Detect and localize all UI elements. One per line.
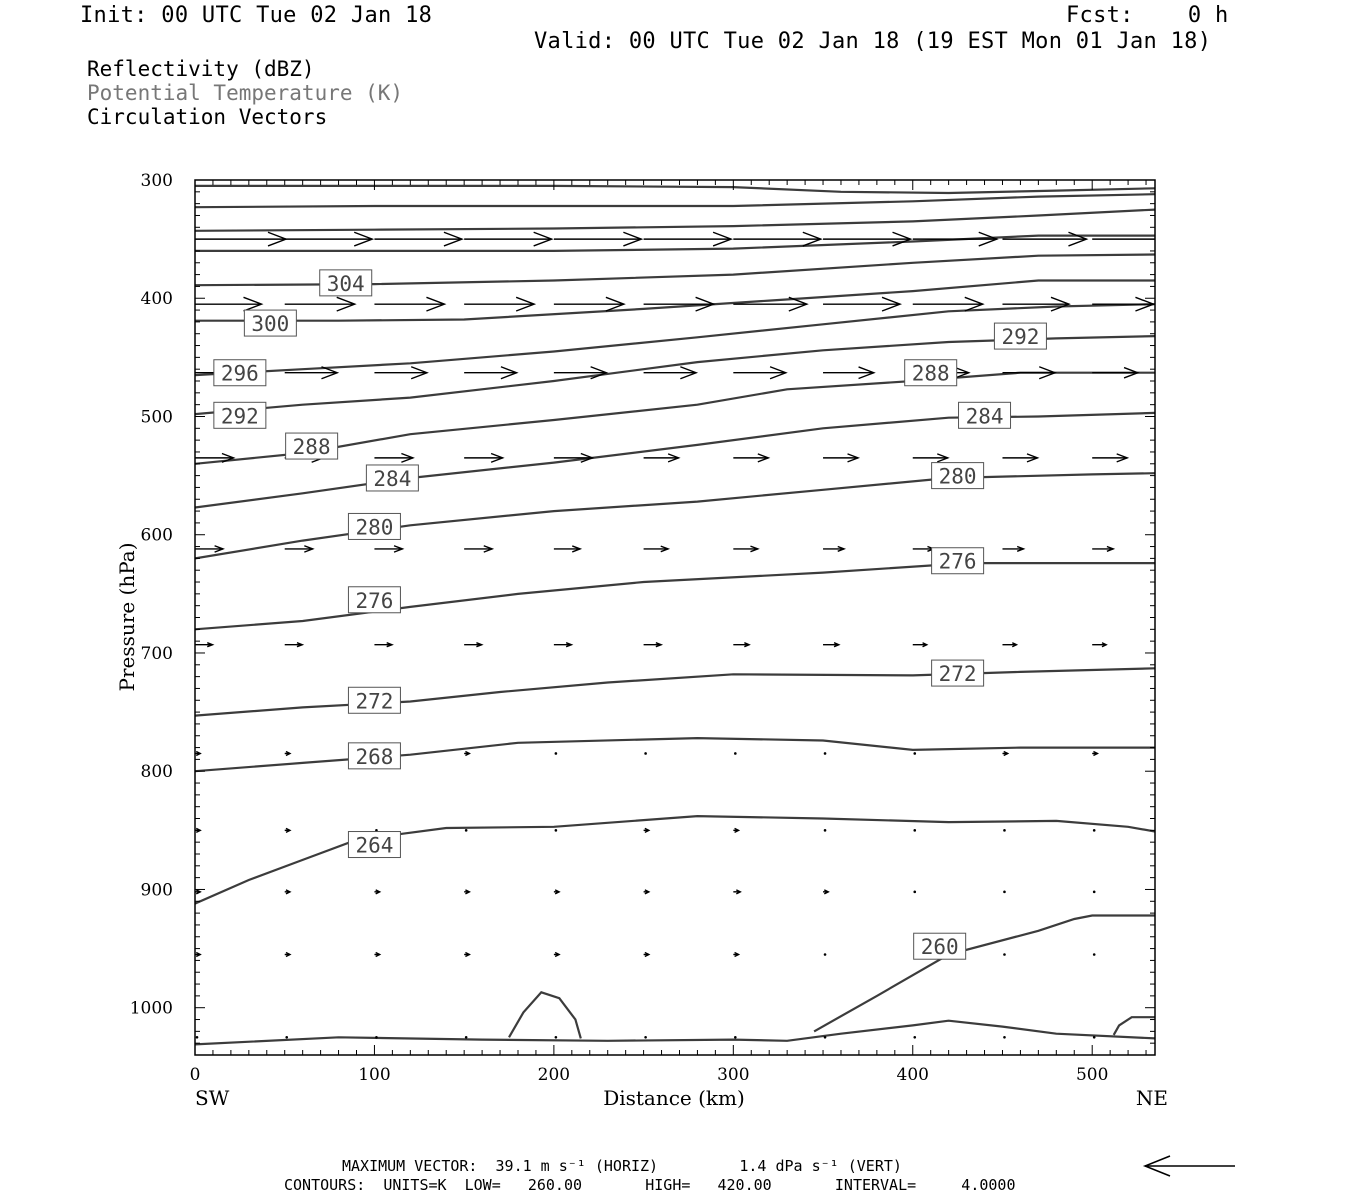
svg-text:264: 264	[355, 833, 394, 858]
contour-label	[914, 933, 966, 959]
svg-text:272: 272	[355, 689, 394, 714]
circulation-vector	[555, 1036, 558, 1039]
x-axis-right-end-label: NE	[1135, 1086, 1168, 1110]
circulation-vector	[1092, 547, 1113, 552]
circulation-vector	[464, 297, 534, 311]
x-tick-label: 500	[1075, 1065, 1109, 1085]
circulation-vector	[1002, 643, 1016, 647]
y-tick-label: 900	[140, 880, 173, 901]
circulation-vector	[823, 367, 874, 379]
contour-label	[348, 513, 400, 539]
circulation-vector	[1092, 643, 1106, 647]
circulation-vector	[823, 454, 858, 462]
circulation-vector	[1003, 1036, 1006, 1039]
theta-contour-264	[195, 816, 1155, 904]
contour-label	[348, 832, 400, 858]
y-tick-label: 700	[140, 643, 173, 664]
x-tick-label: 0	[189, 1065, 201, 1085]
circulation-vector	[464, 453, 503, 462]
legend-reflectivity: Reflectivity (dBZ)	[87, 57, 315, 81]
circulation-vector	[733, 828, 738, 832]
circulation-vector	[465, 829, 468, 832]
forecast-hour: Fcst: 0 h	[1066, 3, 1229, 28]
contour-label	[932, 548, 984, 574]
circulation-vector	[555, 829, 558, 832]
circulation-vector	[734, 1036, 737, 1039]
contour-label	[286, 433, 338, 459]
svg-text:292: 292	[1001, 325, 1040, 350]
circulation-vector	[733, 367, 786, 379]
circulation-vector	[913, 1036, 916, 1039]
circulation-vector	[374, 453, 413, 462]
legend-potential-temperature: Potential Temperature (K)	[87, 81, 404, 105]
circulation-vector	[196, 1036, 199, 1039]
circulation-vector	[195, 643, 213, 647]
circulation-vector	[195, 890, 200, 894]
circulation-vector	[824, 953, 827, 956]
circulation-vector	[1093, 829, 1096, 832]
contour-label	[214, 360, 266, 386]
svg-text:288: 288	[292, 435, 331, 460]
circulation-vector	[464, 232, 552, 246]
circulation-vector	[823, 643, 839, 647]
x-tick-label: 100	[358, 1065, 391, 1085]
circulation-vector	[554, 297, 624, 311]
circulation-vector	[374, 643, 392, 647]
circulation-vector	[644, 752, 647, 755]
circulation-vector	[1002, 367, 1055, 379]
circulation-vector	[1092, 297, 1153, 311]
y-tick-label: 600	[140, 525, 173, 546]
y-tick-label: 1000	[129, 998, 173, 1019]
circulation-vector	[554, 643, 572, 647]
circulation-vector	[464, 546, 492, 552]
theta-contour-unlabeled-13	[195, 210, 1155, 231]
circulation-vector	[733, 890, 740, 894]
y-tick-label: 400	[140, 289, 173, 310]
theta-contour-unlabeled-12	[195, 236, 1155, 251]
circulation-vector	[644, 952, 649, 956]
circulation-vector	[733, 643, 749, 647]
circulation-vector	[554, 232, 642, 246]
contour-label	[348, 687, 400, 713]
circulation-vector	[285, 546, 313, 552]
y-axis-title: Pressure (hPa)	[115, 542, 139, 692]
circulation-vector	[824, 829, 827, 832]
circulation-vector	[285, 828, 290, 832]
circulation-vector	[464, 643, 482, 647]
contour-label	[214, 402, 266, 428]
legend-circulation-vectors: Circulation Vectors	[87, 105, 328, 129]
circulation-vector	[824, 1036, 827, 1039]
circulation-vector	[285, 1036, 288, 1039]
contour-label	[994, 323, 1046, 349]
circulation-vector	[1002, 232, 1086, 246]
theta-contour-276	[195, 563, 1155, 629]
circulation-vector	[1092, 368, 1138, 378]
circulation-vector	[1003, 829, 1006, 832]
circulation-vector	[1002, 454, 1037, 462]
contour-label	[905, 360, 957, 386]
circulation-vector	[913, 891, 916, 894]
y-tick-label: 800	[140, 762, 173, 783]
contours-note: CONTOURS: UNITS=K LOW= 260.00 HIGH= 420.00 INTERVAL= 4.0000	[284, 1176, 1016, 1194]
circulation-vector	[285, 751, 290, 755]
x-axis-title: Distance (km)	[603, 1086, 745, 1110]
circulation-vector	[913, 232, 997, 246]
circulation-vector	[285, 890, 290, 894]
circulation-vector	[1003, 953, 1006, 956]
circulation-vector	[733, 454, 768, 462]
circulation-vector	[465, 1036, 468, 1039]
contour-label	[244, 310, 296, 336]
circulation-vector	[913, 752, 916, 755]
maximum-vector-note: MAXIMUM VECTOR: 39.1 m s⁻¹ (HORIZ) 1.4 dPa s⁻¹ (VERT)	[342, 1157, 902, 1175]
theta-contour-unlabeled-15	[195, 186, 1155, 193]
circulation-vector	[554, 890, 559, 894]
circulation-vector	[195, 297, 262, 311]
circulation-vector	[374, 367, 427, 379]
circulation-vector	[374, 890, 379, 894]
circulation-vector	[285, 232, 373, 246]
circulation-vector	[464, 367, 517, 379]
circulation-vector	[913, 454, 948, 462]
circulation-vector	[374, 297, 444, 311]
circulation-vector	[1092, 454, 1127, 462]
theta-contour-260	[814, 916, 1155, 1032]
x-tick-label: 400	[896, 1065, 929, 1085]
circulation-vector	[824, 752, 827, 755]
circulation-vector	[913, 643, 927, 647]
theta-contour-280	[195, 473, 1155, 558]
circulation-vector	[374, 546, 402, 552]
circulation-vector	[644, 828, 649, 832]
theta-contour-unlabeled-18	[1114, 1017, 1155, 1035]
circulation-vector	[375, 1036, 378, 1039]
circulation-vector	[823, 297, 900, 311]
init-time: Init: 00 UTC Tue 02 Jan 18	[80, 3, 433, 28]
x-axis-left-end-label: SW	[195, 1086, 230, 1110]
theta-contour-unlabeled-14	[195, 194, 1155, 207]
circulation-vector	[464, 890, 469, 894]
svg-text:260: 260	[920, 935, 959, 960]
circulation-vector	[1093, 1036, 1096, 1039]
circulation-vector	[733, 546, 758, 552]
contour-label	[348, 587, 400, 613]
circulation-vector	[195, 952, 200, 956]
svg-text:292: 292	[220, 404, 259, 429]
svg-text:304: 304	[326, 271, 365, 296]
theta-contour-268	[195, 738, 1155, 771]
svg-text:284: 284	[373, 466, 412, 491]
contour-label	[348, 743, 400, 769]
svg-text:280: 280	[938, 464, 977, 489]
circulation-vector	[913, 547, 934, 552]
svg-text:288: 288	[911, 361, 950, 386]
circulation-vector	[644, 546, 669, 552]
circulation-vector	[195, 751, 200, 755]
svg-text:276: 276	[355, 588, 394, 613]
svg-text:280: 280	[355, 515, 394, 540]
circulation-vector	[1093, 953, 1096, 956]
circulation-vector	[195, 232, 286, 246]
circulation-vector	[734, 752, 737, 755]
circulation-vector	[464, 751, 469, 755]
circulation-vector	[374, 952, 379, 956]
circulation-vector	[823, 547, 844, 552]
svg-text:272: 272	[938, 662, 977, 687]
circulation-vector	[644, 1036, 647, 1039]
circulation-vector	[913, 829, 916, 832]
circulation-vector	[555, 752, 558, 755]
circulation-vector	[285, 297, 355, 311]
circulation-vector	[733, 952, 738, 956]
circulation-vector	[285, 952, 290, 956]
svg-text:296: 296	[220, 361, 259, 386]
circulation-vector	[554, 546, 580, 552]
contour-label	[320, 270, 372, 296]
circulation-vector	[374, 232, 462, 246]
circulation-vector	[733, 232, 821, 246]
theta-contour-unlabeled-17	[509, 992, 581, 1038]
contour-label	[959, 402, 1011, 428]
circulation-vector	[644, 454, 679, 462]
circulation-vector	[823, 890, 828, 894]
circulation-vector	[644, 232, 732, 246]
circulation-vector	[1003, 891, 1006, 894]
valid-time: Valid: 00 UTC Tue 02 Jan 18 (19 EST Mon 01 Jan 18)	[534, 29, 1212, 54]
svg-text:300: 300	[251, 312, 290, 337]
circulation-vector	[1002, 751, 1007, 755]
svg-text:276: 276	[938, 549, 977, 574]
circulation-vector	[554, 952, 559, 956]
reference-arrow	[1145, 1156, 1235, 1176]
contour-label	[932, 463, 984, 489]
svg-text:268: 268	[355, 744, 394, 769]
circulation-vector	[733, 297, 807, 311]
x-tick-label: 300	[717, 1065, 750, 1085]
y-tick-label: 300	[140, 171, 173, 191]
x-tick-label: 200	[537, 1065, 571, 1085]
plot-frame	[195, 180, 1155, 1055]
theta-contour-272	[195, 668, 1155, 715]
theta-contour-unlabeled-16	[195, 1021, 1155, 1045]
circulation-vector	[644, 890, 649, 894]
contour-label	[366, 465, 418, 491]
circulation-vector	[285, 643, 303, 647]
contour-label	[932, 660, 984, 686]
circulation-vector	[1092, 751, 1097, 755]
circulation-vector	[913, 297, 983, 311]
circulation-vector	[464, 952, 469, 956]
svg-text:284: 284	[965, 404, 1004, 429]
circulation-vector	[644, 643, 662, 647]
y-tick-label: 500	[140, 407, 173, 428]
circulation-vector	[1092, 232, 1176, 246]
circulation-vector	[1093, 891, 1096, 894]
circulation-vector	[1002, 547, 1023, 552]
